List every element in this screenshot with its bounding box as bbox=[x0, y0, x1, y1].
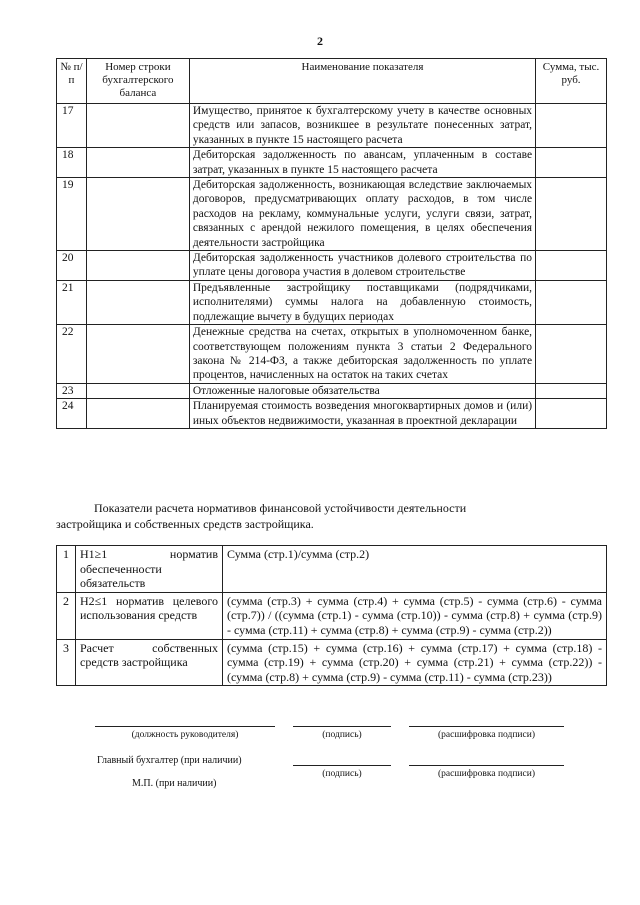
indicator-name: Планируемая стоимость возведения многоквартирных домов и (или) иных объектов недвижимости, указанная в проектной декларации bbox=[189, 399, 535, 429]
stamp-label: М.П. (при наличии) bbox=[132, 778, 217, 789]
formula-name: Н1≥1 норматив обеспеченности обязательств bbox=[76, 546, 223, 593]
section-title bbox=[56, 500, 604, 532]
formula-number: 1 bbox=[57, 546, 76, 593]
indicator-name: Дебиторская задолженность по авансам, уплаченным в составе затрат, указанных в пункте 15 настоящего расчета bbox=[189, 148, 535, 178]
table-row bbox=[57, 383, 607, 398]
balance-line-cell bbox=[86, 399, 189, 429]
signature-label-2: (подпись) bbox=[322, 769, 362, 779]
formula-name: Н2≤1 норматив целевого использования средств bbox=[76, 592, 223, 639]
balance-indicators-table bbox=[56, 58, 607, 429]
row-number: 18 bbox=[57, 148, 87, 178]
decryption-label: (расшифровка подписи) bbox=[438, 730, 535, 740]
formula-name: Расчет собственных средств застройщика bbox=[76, 639, 223, 686]
indicator-name: Предъявленные застройщику поставщиками (подрядчиками, исполнителями) суммы налога на добавленную стоимость, подлежащие вычету в будущих периодах bbox=[189, 280, 535, 324]
balance-line-cell bbox=[86, 280, 189, 324]
amount-cell bbox=[536, 148, 607, 178]
balance-line-cell bbox=[86, 251, 189, 281]
table-row bbox=[57, 148, 607, 178]
amount-cell bbox=[536, 178, 607, 251]
amount-cell bbox=[536, 399, 607, 429]
chief-accountant-label: Главный бухгалтер (при наличии) bbox=[97, 755, 242, 766]
formula-row bbox=[57, 639, 607, 686]
decryption-label-2: (расшифровка подписи) bbox=[438, 769, 535, 779]
table-row bbox=[57, 251, 607, 281]
amount-cell bbox=[536, 104, 607, 148]
row-number: 20 bbox=[57, 251, 87, 281]
balance-line-cell bbox=[86, 104, 189, 148]
table-row bbox=[57, 325, 607, 384]
table-row bbox=[57, 178, 607, 251]
formula-row bbox=[57, 546, 607, 593]
decryption-line bbox=[409, 726, 564, 727]
table-row bbox=[57, 280, 607, 324]
signature-line bbox=[293, 726, 391, 727]
formula-expression: (сумма (стр.3) + сумма (стр.4) + сумма (стр.5) - сумма (стр.6) - сумма (стр.7)) / ((сумма (стр.1) - сумма (стр.10)) - сумма (стр.8) + сумма (стр.9) - сумма (стр.11) + сумма (стр.8) + сумма (стр.9) - сумма (стр.2)) bbox=[223, 592, 607, 639]
row-number: 24 bbox=[57, 399, 87, 429]
balance-line-cell bbox=[86, 178, 189, 251]
row-number: 22 bbox=[57, 325, 87, 384]
position-label: (должность руководителя) bbox=[131, 730, 239, 740]
row-number: 19 bbox=[57, 178, 87, 251]
section-title-line-1: Показатели расчета нормативов финансовой устойчивости деятельности bbox=[94, 501, 467, 515]
formula-row bbox=[57, 592, 607, 639]
page-number: 2 bbox=[317, 34, 323, 48]
header-amount: Сумма, тыс. руб. bbox=[536, 59, 607, 104]
row-number: 17 bbox=[57, 104, 87, 148]
signature-label: (подпись) bbox=[322, 730, 362, 740]
formula-number: 2 bbox=[57, 592, 76, 639]
indicator-name: Денежные средства на счетах, открытых в уполномоченном банке, соответствующем положениям пункта 3 статьи 2 Федерального закона № 214-ФЗ, а также дебиторская задолженность по уплате процентов, начисленных на остаток на таких счетах bbox=[189, 325, 535, 384]
amount-cell bbox=[536, 280, 607, 324]
amount-cell bbox=[536, 383, 607, 398]
signature-line-2 bbox=[293, 765, 391, 766]
balance-line-cell bbox=[86, 325, 189, 384]
header-number: № п/п bbox=[57, 59, 87, 104]
header-balance-line: Номер строки бухгалтерского баланса bbox=[86, 59, 189, 104]
amount-cell bbox=[536, 251, 607, 281]
table-row bbox=[57, 399, 607, 429]
indicator-name: Дебиторская задолженность, возникающая вследствие заключаемых договоров, предусматривающих оплату расходов, в том числе расходов на рекламу, коммунальные услуги, услуги связи, затрат, связанных с арендой нежилого помещения, в целях обеспечения деятельности застройщика bbox=[189, 178, 535, 251]
section-title-line-2: застройщика и собственных средств застройщика. bbox=[56, 517, 314, 531]
table-header-row bbox=[57, 59, 607, 104]
formula-expression: (сумма (стр.15) + сумма (стр.16) + сумма (стр.17) + сумма (стр.18) - сумма (стр.19) + сумма (стр.20) + сумма (стр.21) + сумма (стр.22)) - (сумма (стр.8) + сумма (стр.9) - сумма (стр.11) - сумма (стр.23)) bbox=[223, 639, 607, 686]
formula-table bbox=[56, 545, 607, 686]
position-line bbox=[95, 726, 275, 727]
table-row bbox=[57, 104, 607, 148]
row-number: 21 bbox=[57, 280, 87, 324]
balance-line-cell bbox=[86, 383, 189, 398]
indicator-name: Отложенные налоговые обязательства bbox=[189, 383, 535, 398]
amount-cell bbox=[536, 325, 607, 384]
formula-expression: Сумма (стр.1)/сумма (стр.2) bbox=[223, 546, 607, 593]
decryption-line-2 bbox=[409, 765, 564, 766]
indicator-name: Имущество, принятое к бухгалтерскому учету в качестве основных средств или запасов, возникшее в результате понесенных затрат, указанных в пункте 15 настоящего расчета bbox=[189, 104, 535, 148]
balance-line-cell bbox=[86, 148, 189, 178]
row-number: 23 bbox=[57, 383, 87, 398]
header-indicator-name: Наименование показателя bbox=[189, 59, 535, 104]
formula-number: 3 bbox=[57, 639, 76, 686]
indicator-name: Дебиторская задолженность участников долевого строительства по уплате цены договора участия в долевом строительстве bbox=[189, 251, 535, 281]
